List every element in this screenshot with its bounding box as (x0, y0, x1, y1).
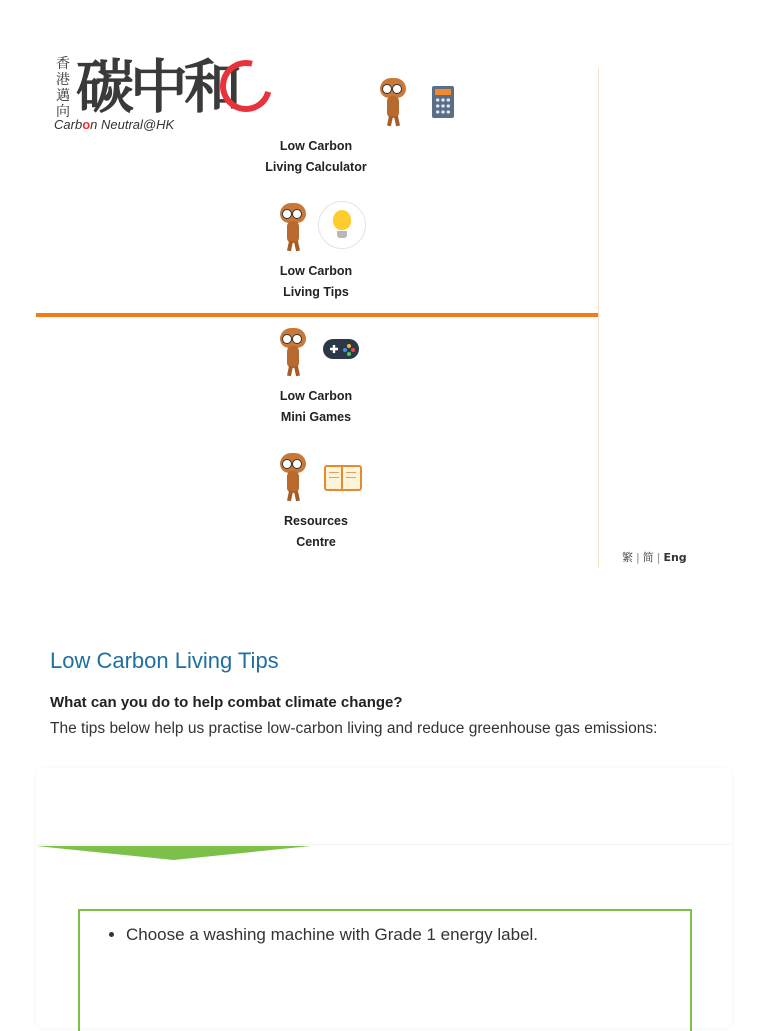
tips-tab-bar (36, 768, 732, 845)
logo-main-text: 碳中和 (76, 53, 239, 121)
site-logo[interactable] (54, 54, 264, 136)
tips-panel (36, 768, 732, 1028)
active-tab-indicator (36, 846, 311, 860)
lang-english-link[interactable]: Eng (663, 551, 687, 564)
mascot-icon (376, 78, 410, 126)
lang-separator: | (656, 551, 661, 564)
language-switcher (622, 549, 687, 565)
tips-list (80, 923, 690, 947)
section-question: What can you do to help combat climate change? (50, 694, 403, 711)
menu-item-calculator[interactable] (236, 76, 396, 178)
menu-item-label: Low Carbon Living Tips (279, 264, 353, 299)
logo-vertical-text: 香 港 邁 向 (56, 56, 70, 120)
lang-traditional-link[interactable]: 繁 (622, 551, 633, 564)
header-vertical-divider (598, 68, 599, 568)
tip-item: • Choose a washing machine with Grade 1 energy label. (126, 923, 690, 947)
tip-box (78, 909, 692, 1031)
menu-item-label: Low Carbon Living Calculator (265, 139, 367, 174)
menu-orange-divider (36, 313, 598, 317)
light-bulb-icon (318, 201, 366, 249)
section-intro: The tips below help us practise low-carbon living and reduce greenhouse gas emissions: (50, 720, 658, 737)
open-book-icon (324, 463, 360, 489)
menu-item-label: Low Carbon Mini Games (279, 389, 353, 424)
menu-item-living-tips[interactable] (236, 201, 396, 303)
menu-item-mini-games[interactable] (236, 326, 396, 428)
game-controller-icon (318, 326, 364, 372)
mascot-icon (276, 328, 310, 376)
logo-english-text: Carbon Neutral@HK (54, 117, 175, 132)
page-title: Low Carbon Living Tips (50, 648, 279, 673)
menu-item-resources-centre[interactable] (236, 451, 396, 553)
lang-simplified-link[interactable]: 简 (642, 551, 654, 564)
lang-separator: | (636, 551, 640, 564)
mascot-icon (276, 453, 310, 501)
menu-item-label: Resources Centre (284, 514, 348, 549)
calculator-icon (432, 86, 454, 118)
mascot-icon (276, 203, 310, 251)
